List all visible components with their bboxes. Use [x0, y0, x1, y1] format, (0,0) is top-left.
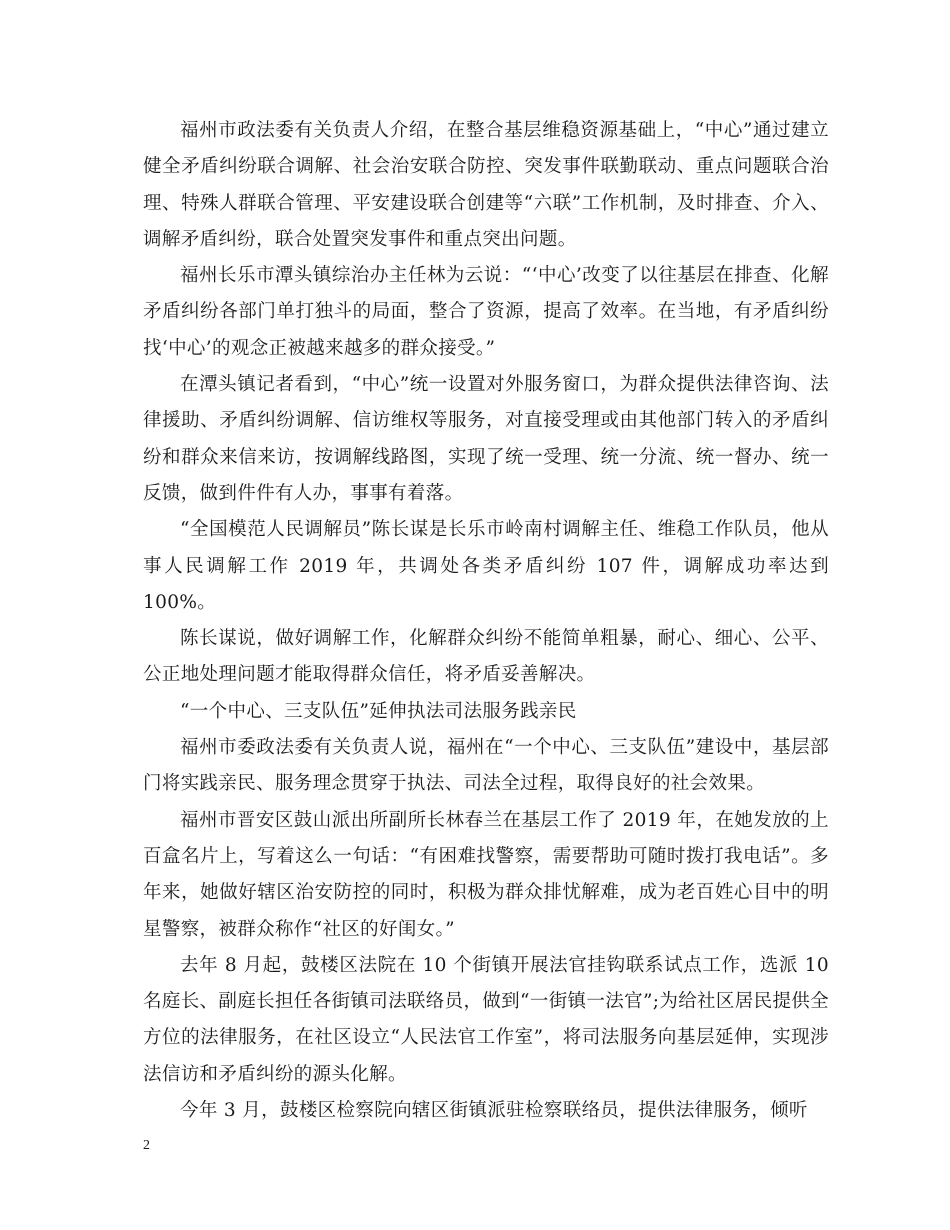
- page-number: 2: [143, 1138, 150, 1153]
- paragraph: 今年 3 月，鼓楼区检察院向辖区街镇派驻检察联络员，提供法律服务，倾听: [180, 1100, 808, 1122]
- paragraph: 福州市政法委有关负责人介绍，在整合基层维稳资源基础上，“中心”通过建立健全矛盾纠纷联合调解、社会治安联合防控、突发事件联勤联动、重点问题联合治理、特殊人群联合管理、平安建设联合创建等“六联”工作机制，及时排查、介入、调解矛盾纠纷，联合处置突发事件和重点突出问题。: [143, 120, 829, 250]
- paragraph: 福州市委政法委有关负责人说，福州在“一个中心、三支队伍”建设中，基层部门将实践亲民、服务理念贯穿于执法、司法全过程，取得良好的社会效果。: [143, 737, 829, 795]
- paragraph: 福州市晋安区鼓山派出所副所长林春兰在基层工作了 2019 年，在她发放的上百盒名片上，写着这么一句话：“有困难找警察，需要帮助可随时拨打我电话”。多年来，她做好辖区治安防控的同时，积极为群众排忧解难，成为老百姓心目中的明星警察，被群众称作“社区的好闺女。”: [143, 809, 829, 940]
- paragraph: 在潭头镇记者看到，“中心”统一设置对外服务窗口，为群众提供法律咨询、法律援助、矛盾纠纷调解、信访维权等服务，对直接受理或由其他部门转入的矛盾纠纷和群众来信来访，按调解线路图，实现了统一受理、统一分流、统一督办、统一反馈，做到件件有人办，事事有着落。: [143, 374, 829, 504]
- paragraph: 陈长谋说，做好调解工作，化解群众纠纷不能简单粗暴，耐心、细心、公平、公正地处理问题才能取得群众信任，将矛盾妥善解决。: [143, 628, 829, 686]
- document-body: [143, 113, 829, 1129]
- paragraph: 去年 8 月起，鼓楼区法院在 10 个街镇开展法官挂钩联系试点工作，选派 10 名庭长、副庭长担任各街镇司法联络员，做到“一街镇一法官”;为给社区居民提供全方位的法律服务，在社区设立“人民法官工作室”，将司法服务向基层延伸，实现涉法信访和矛盾纠纷的源头化解。: [143, 954, 829, 1085]
- paragraph: “全国模范人民调解员”陈长谋是长乐市岭南村调解主任、维稳工作队员，他从事人民调解工作 2019 年，共调处各类矛盾纠纷 107 件，调解成功率达到 100%。: [143, 519, 829, 613]
- paragraph: 福州长乐市潭头镇综治办主任林为云说：“‘中心’改变了以往基层在排查、化解矛盾纠纷各部门单打独斗的局面，整合了资源，提高了效率。在当地，有矛盾纠纷找‘中心’的观念正被越来越多的群众接受。”: [143, 265, 829, 359]
- section-heading: “一个中心、三支队伍”延伸执法司法服务践亲民: [180, 700, 577, 722]
